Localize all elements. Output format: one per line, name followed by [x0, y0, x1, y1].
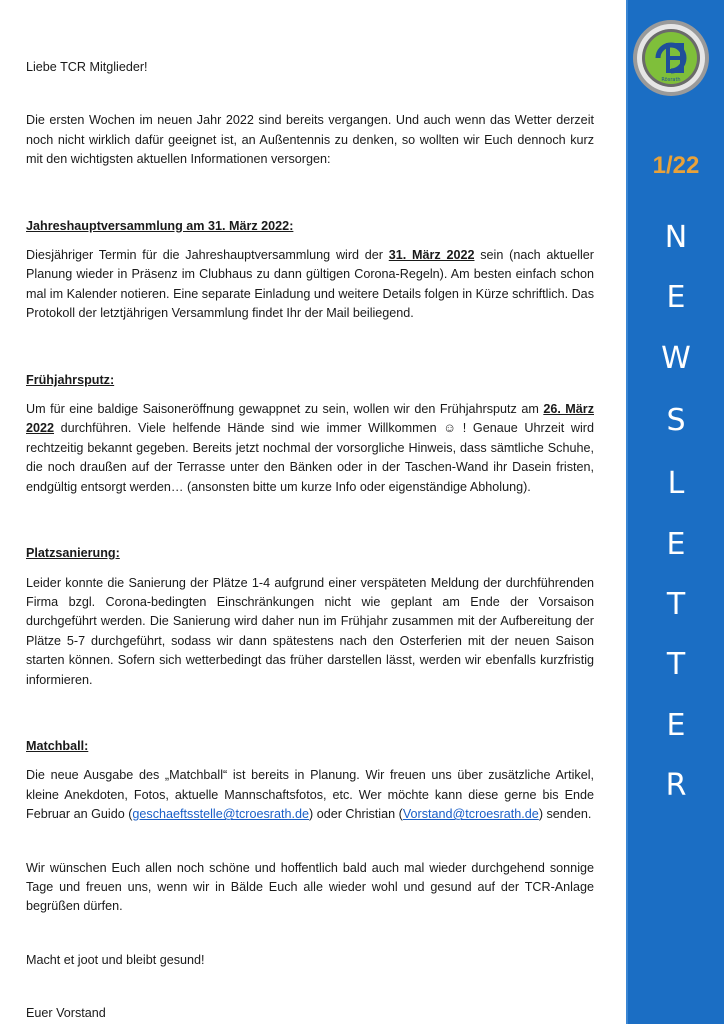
club-logo-icon — [631, 18, 711, 98]
sidebar-letter: T — [666, 647, 686, 682]
letter-body — [26, 58, 594, 1024]
sidebar-letter: R — [665, 768, 687, 803]
sidebar-letter: L — [667, 466, 685, 501]
sidebar-letter: T — [666, 587, 686, 622]
section-body-jhv — [26, 246, 594, 324]
intro-paragraph: Die ersten Wochen im neuen Jahr 2022 sind bereits vergangen. Und auch wenn das Wetter derzeit noch nicht wirklich dafür geeignet ist, an Außentennis zu denken, so wollten wir Euch dennoch kurz mit den wichtigsten aktuellen Informationen versorgen: — [26, 113, 594, 167]
matchball-text-pre: Die neue Ausgabe des „Matchball“ ist bereits in Planung. Wir freuen uns über zusätzliche Artikel, kleine Anekdoten, Fotos, aktuelle Mannschaftsfotos, etc. Wer möchte kann diese gerne bis Ende Februar an Guido ( — [26, 768, 594, 822]
putz-date: 26. März 2022 — [26, 402, 594, 436]
motto: Macht et joot und bleibt gesund! — [26, 952, 205, 967]
putz-text-post: durchführen. Viele helfende Hände sind wie immer Willkommen ☺ ! Genaue Uhrzeit wird rechtzeitig bekannt gegeben. Bereits jetzt nochmal der vorsorgliche Hinweis, dass sämtliche Schuhe, die noch draußen auf der Terrasse unter den Bänken oder in der Taschen-Wand ihr Dasein fristen, endgültig entsorgt werden… (ansonsten bitte um kurze Info oder eigenständige Abholung). — [26, 421, 594, 494]
section-body-matchball — [26, 766, 594, 824]
section-body-putz — [26, 400, 594, 497]
sidebar-letter: E — [666, 527, 686, 562]
matchball-text-mid: ) oder Christian ( — [309, 807, 403, 822]
logo-text: Rösrath — [661, 77, 681, 83]
section-heading-jhv: Jahreshauptversammlung am 31. März 2022: — [26, 218, 294, 233]
jhv-text-post: sein (nach aktueller Planung wieder in Präsenz im Clubhaus zu dann gültigen Corona-Regeln). Am besten einfach schon mal im Kalender notieren. Eine separate Einladung und weitere Details folgen in Kürze schriftlich. Das Protokoll der letztjährigen Versammlung findet Ihr der Mail beiliegend. — [26, 248, 594, 321]
newsletter-sidebar — [626, 0, 724, 1024]
issue-number: 1/22 — [652, 152, 700, 179]
section-body-platz: Leider konnte die Sanierung der Plätze 1-4 aufgrund einer verspäteten Meldung der durchführenden Firma bzgl. Corona-bedingten Einschränkungen nicht wie geplant am Ende der Vorsaison durchgeführt werden. Die Sanierung wird daher nun im Frühjahr zusammen mit der Aufbereitung der Plätze 5-7 durchgeführt, sodass wir dann spätestens nach den Osterferien mit der neuen Saison starten können. Sofern sich wetterbedingt das früher darstellen lässt, werden wir ebenfalls kurzfristig informieren. — [26, 575, 594, 687]
email-link-geschaeftsstelle[interactable]: geschaeftsstelle@tcroesrath.de — [132, 807, 310, 822]
signature: Euer Vorstand — [26, 1006, 106, 1021]
sidebar-letter: N — [664, 220, 688, 255]
jhv-date: 31. März 2022 — [388, 248, 475, 263]
sidebar-letter: E — [666, 280, 686, 315]
sidebar-letter: W — [661, 341, 691, 376]
section-heading-matchball: Matchball: — [26, 738, 89, 753]
sidebar-letter: S — [666, 403, 686, 438]
closing-paragraph: Wir wünschen Euch allen noch schöne und hoffentlich bald auch mal wieder durchgehend sonnige Tage und freuen uns, wenn wir in Bälde Euch alle wieder wohl und gesund auf der TCR-Anlage begrüßen dürfen. — [26, 860, 594, 914]
jhv-text-pre: Diesjähriger Termin für die Jahreshauptversammlung wird der — [26, 248, 389, 263]
email-link-vorstand[interactable]: Vorstand@tcroesrath.de — [402, 807, 539, 822]
section-heading-putz: Frühjahrsputz: — [26, 372, 115, 387]
sidebar-letter: E — [666, 708, 686, 743]
greeting: Liebe TCR Mitglieder! — [26, 60, 148, 74]
section-heading-platz: Platzsanierung: — [26, 546, 120, 561]
matchball-text-post: ) senden. — [538, 807, 592, 822]
putz-text-pre: Um für eine baldige Saisoneröffnung gewappnet zu sein, wollen wir den Frühjahrsputz am — [26, 402, 544, 417]
